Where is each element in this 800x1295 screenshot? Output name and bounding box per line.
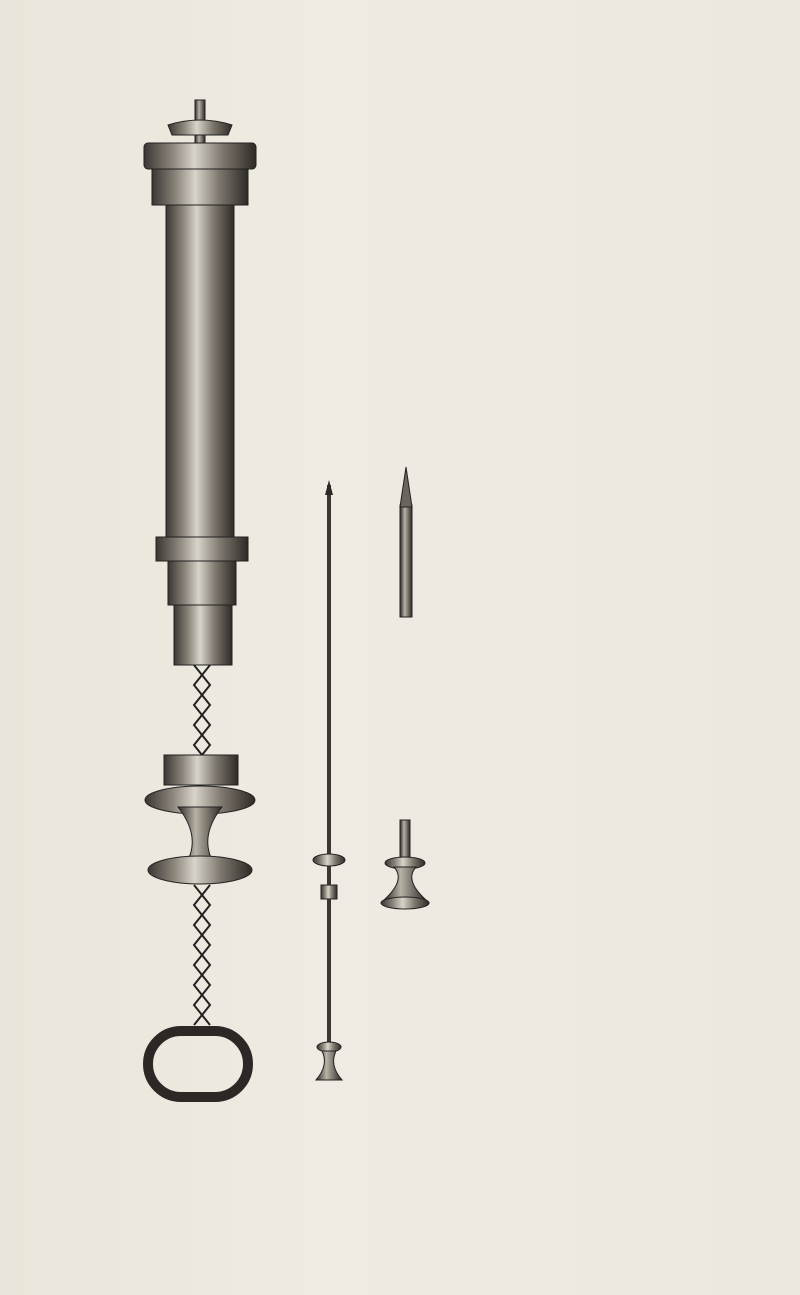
figure-308-instruments bbox=[138, 95, 458, 1125]
syringe-c-drawing bbox=[144, 100, 256, 1097]
needle-short-drawing bbox=[400, 467, 412, 617]
mandrin-a-drawing bbox=[381, 820, 429, 909]
needle-b-drawing bbox=[313, 480, 345, 1080]
